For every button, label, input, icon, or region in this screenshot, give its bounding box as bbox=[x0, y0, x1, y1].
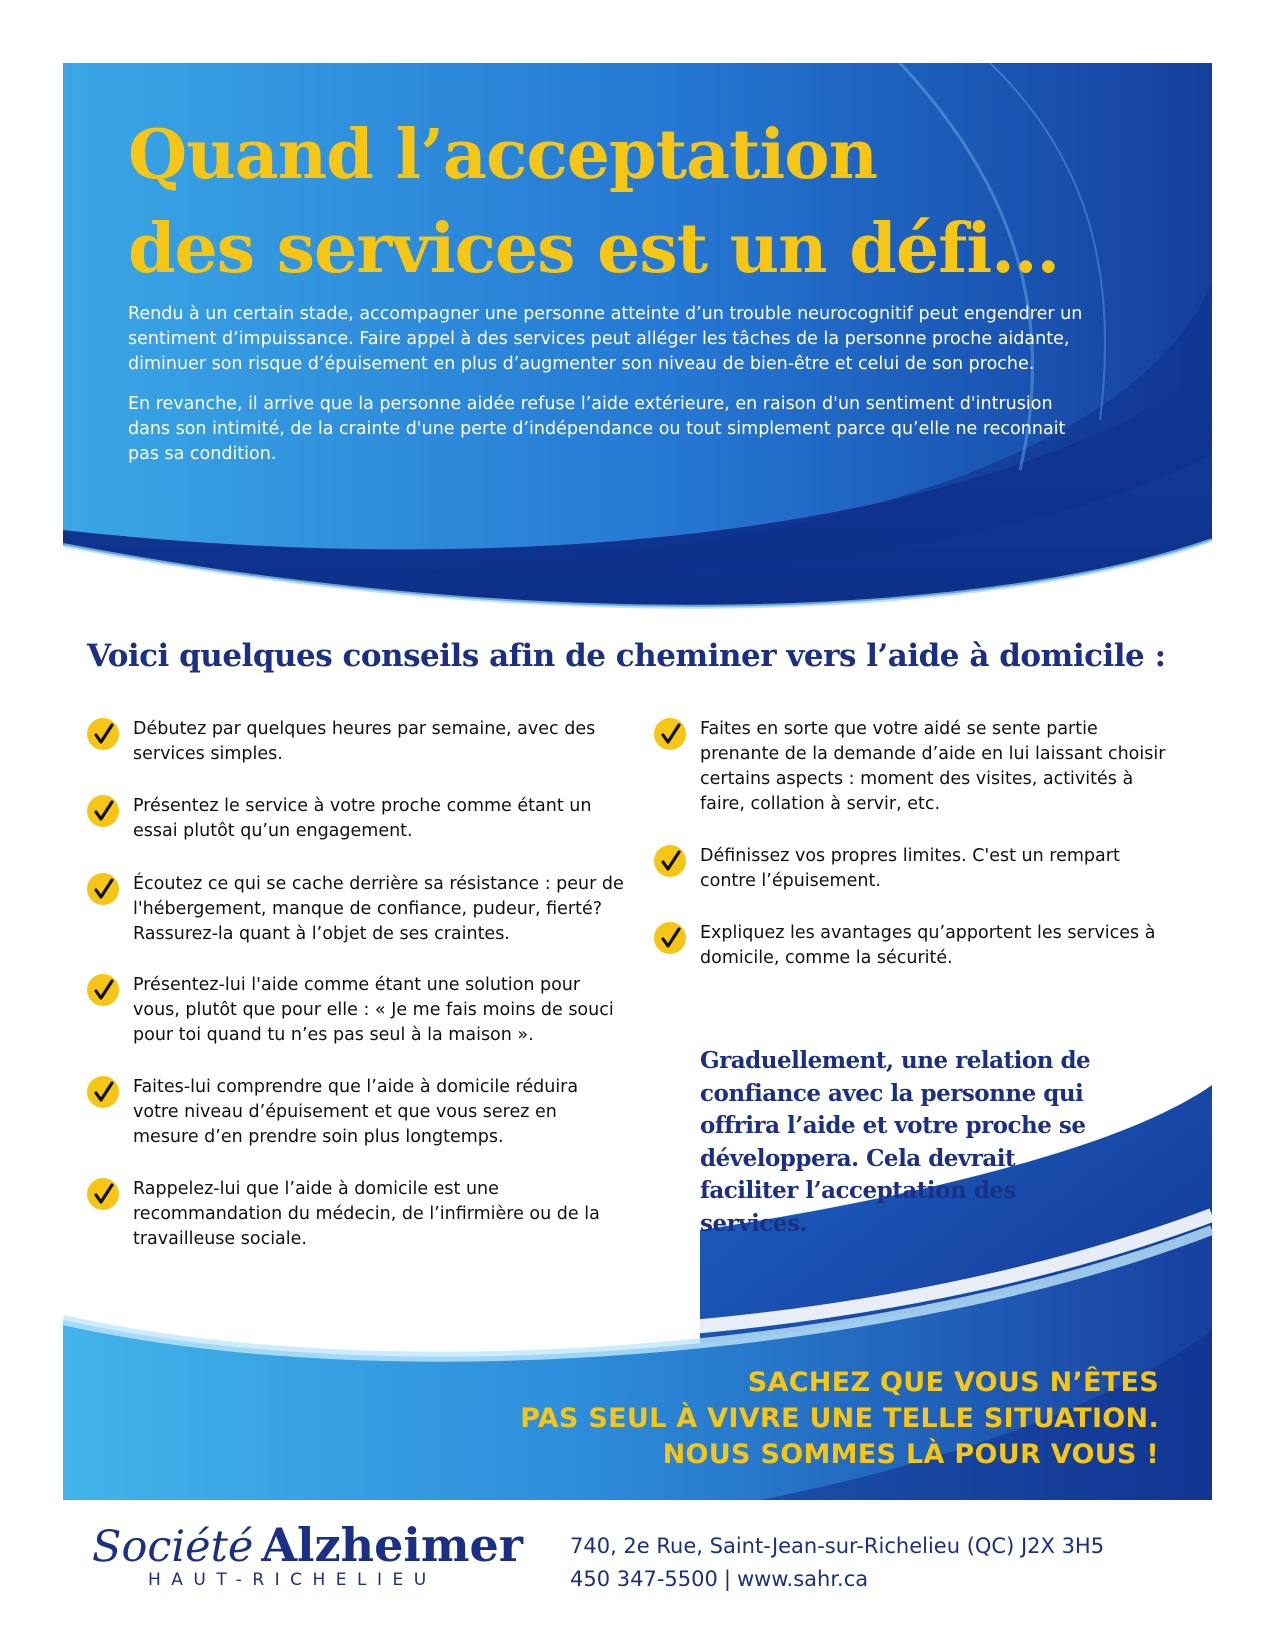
checkmark-icon bbox=[654, 922, 686, 954]
tips-list-left bbox=[87, 717, 627, 1252]
checkmark-icon bbox=[87, 718, 119, 750]
checkmark-icon bbox=[87, 1178, 119, 1210]
tip-text: Définissez vos propres limites. C'est un rempart contre l’épuisement. bbox=[700, 846, 1120, 891]
checkmark-icon bbox=[654, 845, 686, 877]
tip-text: Faites en sorte que votre aidé se sente partie prenante de la demande d’aide en lui laissant choisir certains aspects : moment des visites, activités à faire, collation à servir, etc. bbox=[700, 719, 1166, 814]
tip-text: Débutez par quelques heures par semaine, avec des services simples. bbox=[133, 719, 596, 764]
intro bbox=[128, 302, 1098, 482]
logo-name-alzheimer: Alzheimer bbox=[261, 1518, 524, 1572]
address: 740, 2e Rue, Saint-Jean-sur-Richelieu (QC) J2X 3H5 bbox=[570, 1534, 1105, 1558]
tip-item bbox=[87, 872, 627, 947]
organization-logo bbox=[92, 1518, 523, 1590]
reassurance-line-3: NOUS SOMMES LÀ POUR VOUS ! bbox=[662, 1439, 1159, 1470]
checkmark-icon bbox=[87, 974, 119, 1006]
logo-name-societe: Société bbox=[92, 1522, 254, 1572]
checkmark-icon bbox=[87, 873, 119, 905]
intro-paragraph-2: En revanche, il arrive que la personne aidée refuse l’aide extérieure, en raison d'un sentiment d'intrusion dans son intimité, de la crainte d'une perte d’indépendance ou tout simplement parce qu’elle ne reconnait pas sa condition. bbox=[128, 394, 1066, 464]
reassurance-line-2: PAS SEUL À VIVRE UNE TELLE SITUATION. bbox=[520, 1403, 1159, 1434]
reassurance-line-1: SACHEZ QUE VOUS N’ÊTES bbox=[747, 1367, 1159, 1398]
intro-paragraph-1: Rendu à un certain stade, accompagner une personne atteinte d’un trouble neurocognitif peut engendrer un sentiment d’impuissance. Faire appel à des services peut alléger les tâches de la personne proche aidante, diminuer son risque d’épuisement en plus d’augmenter son niveau de bien-être et celui de son proche. bbox=[128, 304, 1083, 374]
separator: | bbox=[723, 1567, 731, 1591]
tip-item bbox=[654, 717, 1174, 817]
logo-subtitle: HAUT-RICHELIEU bbox=[148, 1570, 437, 1590]
phone-web-line bbox=[570, 1563, 1104, 1596]
checkmark-icon bbox=[87, 1076, 119, 1108]
tip-item bbox=[654, 844, 1174, 894]
tip-item bbox=[87, 1075, 627, 1150]
contact-info bbox=[570, 1530, 1104, 1596]
page-title bbox=[128, 108, 1128, 296]
title-line-1: Quand l’acceptation bbox=[128, 115, 878, 195]
tip-item bbox=[87, 1177, 627, 1252]
reassurance-message bbox=[259, 1365, 1159, 1473]
closing-message: Graduellement, une relation de confiance avec la personne qui offrira l’aide et votre proche se développera. Cela devrait faciliter l’acceptation des services. bbox=[700, 1047, 1091, 1237]
tip-item bbox=[87, 794, 627, 844]
checkmark-icon bbox=[654, 718, 686, 750]
checkmark-icon bbox=[87, 795, 119, 827]
title-line-2: des services est un défi... bbox=[128, 209, 1060, 289]
tip-text: Présentez-lui l'aide comme étant une solution pour vous, plutôt que pour elle : « Je me fais moins de souci pour toi quand tu n’es pas seul à la maison ». bbox=[133, 975, 614, 1045]
website-link[interactable]: www.sahr.ca bbox=[736, 1567, 869, 1591]
tip-text: Rappelez-lui que l’aide à domicile est une recommandation du médecin, de l’infirmière ou de la travailleuse sociale. bbox=[133, 1179, 600, 1249]
tip-text: Faites-lui comprendre que l’aide à domicile réduira votre niveau d’épuisement et que vous serez en mesure d’en prendre soin plus longtemps. bbox=[133, 1077, 579, 1147]
tips-heading: Voici quelques conseils afin de cheminer vers l’aide à domicile : bbox=[87, 638, 1166, 674]
tip-item bbox=[87, 717, 627, 767]
tip-text: Expliquez les avantages qu’apportent les services à domicile, comme la sécurité. bbox=[700, 923, 1156, 968]
tip-item bbox=[87, 973, 627, 1048]
tip-text: Écoutez ce qui se cache derrière sa résistance : peur de l'hébergement, manque de confiance, pudeur, fierté? Rassurez-la quant à l’objet de ses craintes. bbox=[133, 874, 624, 944]
tips-list-right bbox=[654, 717, 1174, 971]
tip-text: Présentez le service à votre proche comme étant un essai plutôt qu’un engagement. bbox=[133, 796, 592, 841]
tip-item bbox=[654, 921, 1174, 971]
logo-wordmark bbox=[92, 1518, 523, 1572]
phone: 450 347-5500 bbox=[570, 1567, 718, 1591]
